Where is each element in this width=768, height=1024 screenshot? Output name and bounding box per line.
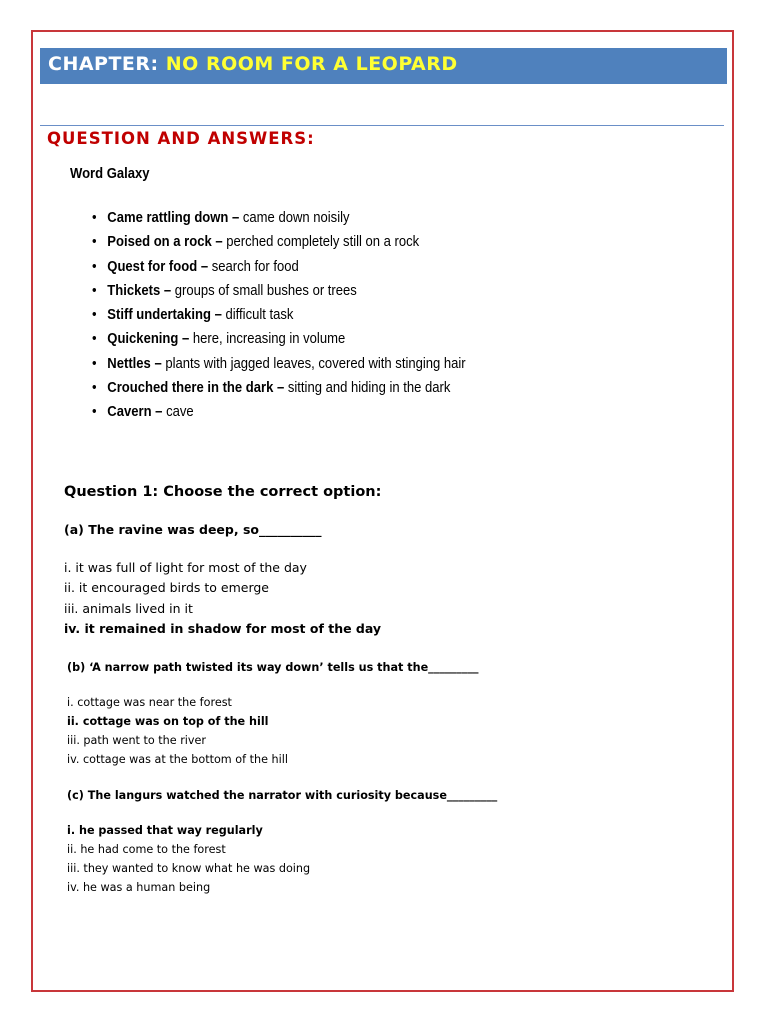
option: iv. cottage was at the bottom of the hill	[67, 753, 288, 766]
section-divider	[40, 125, 724, 126]
bullet-icon: •	[92, 234, 97, 251]
chapter-label: CHAPTER:	[48, 53, 159, 75]
glossary-meaning: plants with jagged leaves, covered with stinging hair	[165, 355, 466, 372]
word-galaxy-list	[92, 208, 507, 426]
bullet-icon: •	[92, 404, 97, 420]
glossary-meaning: here, increasing in volume	[192, 331, 346, 348]
option: i. it was full of light for most of the day	[64, 560, 307, 575]
bullet-icon: •	[92, 258, 97, 275]
option: iii. path went to the river	[67, 734, 207, 747]
option: iii. animals lived in it	[64, 600, 193, 616]
glossary-item	[92, 329, 466, 353]
bullet-icon: •	[92, 379, 97, 396]
glossary-term: Stiff undertaking –	[107, 307, 222, 323]
option: iv. he was a human being	[67, 881, 211, 894]
glossary-term: Poised on a rock –	[107, 234, 223, 251]
option: i. cottage was near the forest	[67, 696, 232, 709]
glossary-term: Crouched there in the dark –	[107, 379, 285, 396]
correct-option: i. he passed that way regularly	[67, 824, 263, 837]
glossary-meaning: difficult task	[225, 307, 294, 323]
section-heading: QUESTION AND ANSWERS:	[47, 129, 315, 148]
bullet-icon: •	[92, 307, 97, 323]
glossary-term: Cavern –	[107, 404, 163, 420]
glossary-meaning: cave	[166, 404, 194, 420]
question-c-options	[67, 821, 310, 897]
question-c: (c) The langurs watched the narrator with curiosity because_________	[67, 789, 498, 802]
chapter-banner	[40, 48, 727, 84]
option: ii. he had come to the forest	[67, 843, 226, 856]
glossary-item	[92, 281, 466, 305]
bullet-icon: •	[92, 210, 97, 226]
option: iii. they wanted to know what he was doing	[67, 862, 311, 875]
correct-option: ii. cottage was on top of the hill	[67, 715, 269, 728]
bullet-icon: •	[92, 282, 97, 299]
bullet-icon: •	[92, 331, 97, 348]
glossary-item	[92, 378, 466, 402]
option: ii. it encouraged birds to emerge	[64, 580, 269, 596]
glossary-item	[92, 232, 466, 256]
glossary-term: Came rattling down –	[107, 210, 240, 226]
question-a: (a) The ravine was deep, so__________	[64, 522, 322, 537]
glossary-term: Nettles –	[107, 355, 162, 372]
question-b: (b) ‘A narrow path twisted its way down’ tells us that the_________	[67, 661, 479, 674]
glossary-meaning: came down noisily	[242, 210, 350, 226]
bullet-icon: •	[92, 355, 97, 372]
word-galaxy-heading: Word Galaxy	[70, 166, 150, 182]
question-a-options	[64, 558, 381, 639]
glossary-item	[92, 402, 466, 426]
glossary-term: Quest for food –	[107, 258, 209, 275]
correct-option: iv. it remained in shadow for most of the day	[64, 620, 382, 636]
glossary-meaning: perched completely still on a rock	[226, 234, 420, 251]
glossary-meaning: search for food	[211, 258, 299, 275]
glossary-item	[92, 257, 466, 281]
glossary-term: Thickets –	[107, 282, 172, 299]
chapter-title: NO ROOM FOR A LEOPARD	[165, 53, 458, 75]
glossary-item	[92, 354, 466, 378]
glossary-meaning: sitting and hiding in the dark	[287, 379, 451, 396]
glossary-term: Quickening –	[107, 331, 190, 348]
glossary-item	[92, 305, 466, 329]
glossary-meaning: groups of small bushes or trees	[174, 282, 357, 299]
question-b-options	[67, 693, 288, 769]
glossary-item	[92, 208, 466, 232]
question-1-title: Question 1: Choose the correct option:	[64, 484, 382, 500]
